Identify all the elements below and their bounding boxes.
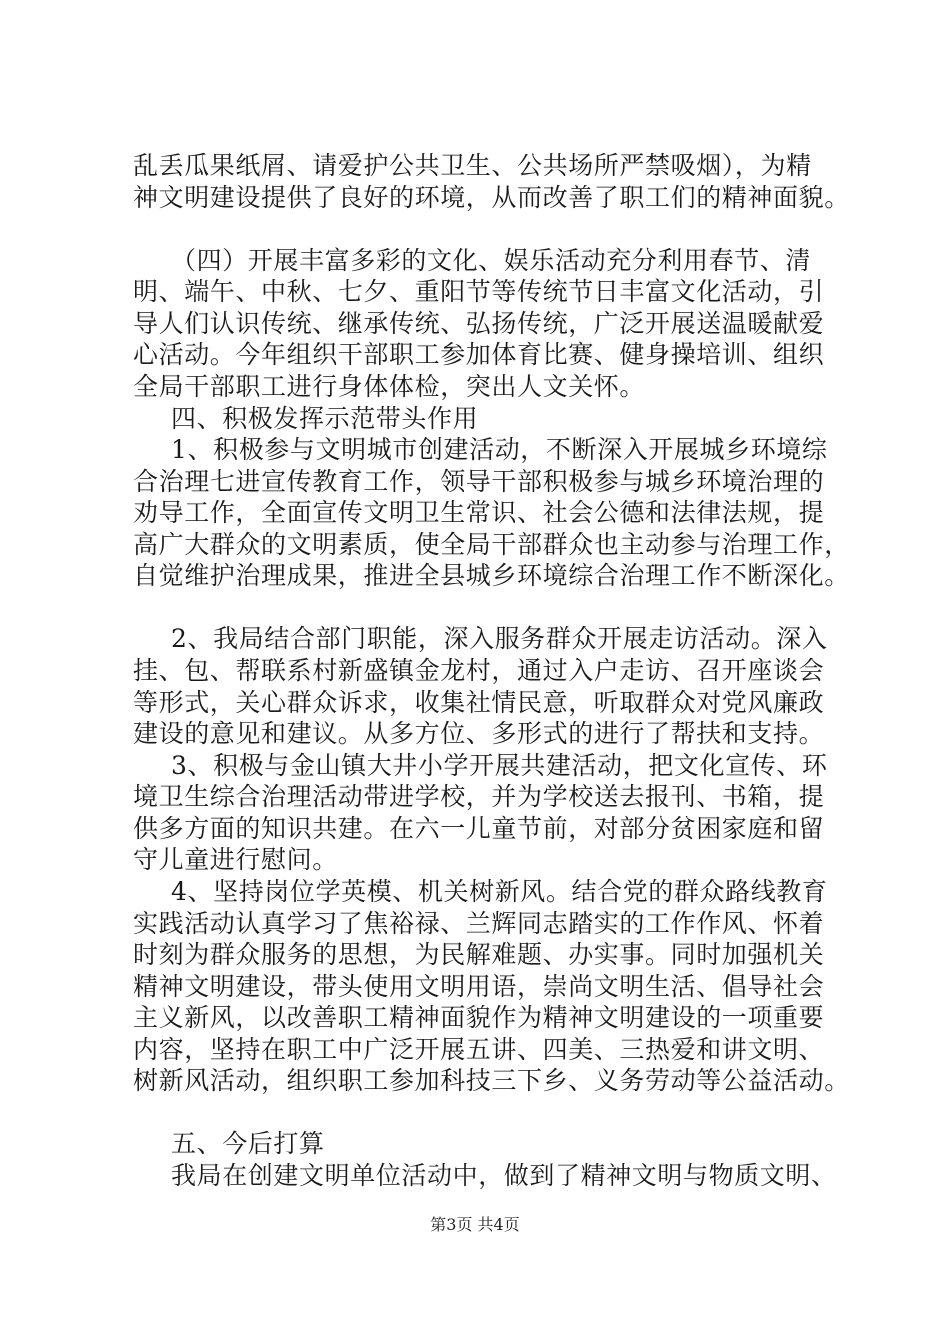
- text-line: 时刻为群众服务的思想，为民解难题、办实事。同时加强机关: [133, 940, 825, 969]
- text-line: 实践活动认真学习了焦裕禄、兰辉同志踏实的工作作风、怀着: [133, 909, 825, 938]
- text-line: 合治理七进宣传教育工作，领导干部积极参与城乡环境治理的: [133, 467, 825, 496]
- text-line: 神文明建设提供了良好的环境，从而改善了职工们的精神面貌。: [133, 183, 850, 212]
- page-footer: 第3页 共4页: [430, 1215, 520, 1234]
- text-line: 高广大群众的文明素质，使全局干部群众也主动参与治理工作，: [133, 530, 850, 559]
- text-line: （四）开展丰富多彩的文化、娱乐活动充分利用春节、清: [171, 246, 812, 275]
- text-line: 3、积极与金山镇大井小学开展共建活动，把文化宣传、环: [171, 751, 828, 780]
- text-line: 2、我局结合部门职能，深入服务群众开展走访活动。深入: [171, 624, 828, 653]
- text-line: 1、积极参与文明城市创建活动，不断深入开展城乡环境综: [171, 435, 828, 464]
- text-line: 明、端午、中秋、七夕、重阳节等传统节日丰富文化活动，引: [133, 277, 825, 306]
- text-line: 建设的意见和建议。从多方位、多形式的进行了帮扶和支持。: [133, 719, 825, 748]
- text-line: 乱丢瓜果纸屑、请爱护公共卫生、公共场所严禁吸烟），为精: [133, 151, 812, 180]
- section-heading: 四、积极发挥示范带头作用: [171, 404, 479, 433]
- text-line: 精神文明建设，带头使用文明用语，崇尚文明生活、倡导社会: [133, 972, 825, 1001]
- text-line: 心活动。今年组织干部职工参加体育比赛、健身操培训、组织: [133, 340, 825, 369]
- text-line: 全局干部职工进行身体体检，突出人文关怀。: [133, 372, 646, 401]
- text-line: 内容，坚持在职工中广泛开展五讲、四美、三热爱和讲文明、: [133, 1035, 825, 1064]
- text-line: 劝导工作，全面宣传文明卫生常识、社会公德和法律法规，提: [133, 498, 825, 527]
- text-line: 导人们认识传统、继承传统、弘扬传统，广泛开展送温暖献爱: [133, 309, 825, 338]
- text-line: 我局在创建文明单位活动中，做到了精神文明与物质文明、: [171, 1161, 837, 1190]
- text-line: 守儿童进行慰问。: [133, 845, 338, 874]
- text-line: 境卫生综合治理活动带进学校，并为学校送去报刊、书箱，提: [133, 782, 825, 811]
- text-line: 树新风活动，组织职工参加科技三下乡、义务劳动等公益活动。: [133, 1066, 850, 1095]
- text-line: 自觉维护治理成果，推进全县城乡环境综合治理工作不断深化。: [133, 561, 850, 590]
- text-line: 挂、包、帮联系村新盛镇金龙村，通过入户走访、召开座谈会: [133, 656, 825, 685]
- text-line: 主义新风，以改善职工精神面貌作为精神文明建设的一项重要: [133, 1003, 825, 1032]
- text-line: 供多方面的知识共建。在六一儿童节前，对部分贫困家庭和留: [133, 814, 825, 843]
- text-line: 4、坚持岗位学英模、机关树新风。结合党的群众路线教育: [171, 877, 828, 906]
- section-heading: 五、今后打算: [171, 1129, 325, 1158]
- text-line: 等形式，关心群众诉求，收集社情民意，听取群众对党风廉政: [133, 688, 825, 717]
